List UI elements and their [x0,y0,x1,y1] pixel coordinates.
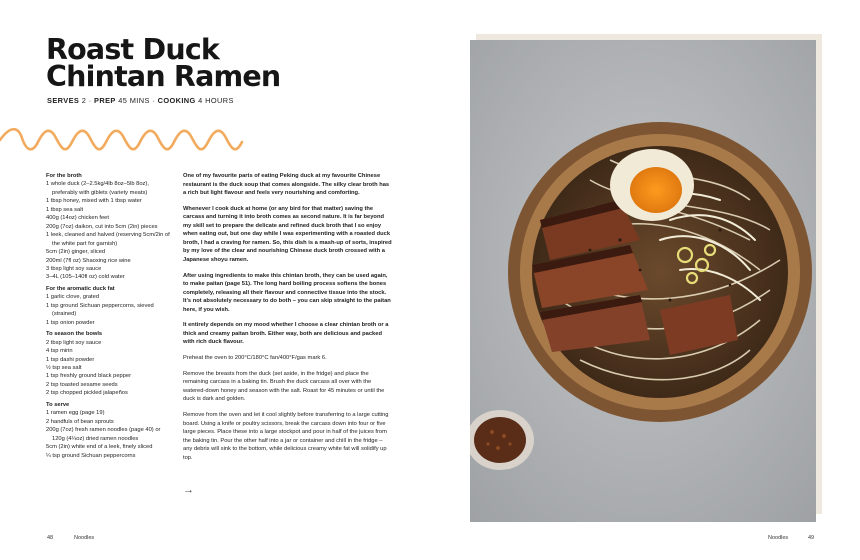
noodle-wave-decoration [0,124,250,164]
intro-paragraph: One of my favourite parts of eating Peking duck at my favourite Chinese restaurant is the duck soup that comes alongside. The silky clear broth has a rich but light flavour and feels very nourishing and comforting. [183,173,390,196]
intro-paragraph: It entirely depends on my mood whether I choose a clear chintan broth or a thick and creamy paitan broth. Either way, both are delicious and packed with rich duck flavour. [183,322,389,346]
method-step: Preheat the oven to 200°C/180°C fan/400°F/gas mark 6. [183,355,327,362]
ingredient-item: 1 garlic clove, grated [46,294,100,301]
ingredient-item: 1 tbsp honey, mixed with 1 tbsp water [46,198,142,205]
page-number-left: 48 [47,535,54,541]
ingredient-item: 5cm (2in) white end of a leek, finely sliced [46,444,153,451]
intro-paragraph: Whenever I cook duck at home (or any bird for that matter) saving the carcass and turning it into broth comes as second nature. It is far beyond my skill set to prepare the delicate and refined duck broth that I so enjoy when eating out, but one day while I was experimenting with a roasted duck broth, I had a craving for ramen. So, this dish is a mash-up of sorts, inspired by my love of the clear and nourishing Chinese duck broth crossed with a Japanese shoyu ramen. [183,205,392,263]
page-number-right: 49 [808,535,815,541]
ingredient-item: 2 handfuls of bean sprouts [46,418,114,425]
ingredient-item: 1 tsp dashi powder [46,356,95,363]
section-label-left: Noodles [74,535,95,541]
ingredient-item: 200g (7oz) fresh ramen noodles (page 40) or 120g (4¼oz) dried ramen noodles [46,427,161,442]
ingredient-item: 2 tbsp light soy sauce [46,339,102,346]
method-step: Remove from the oven and let it cool slightly before transferring to a large cutting board. Using a knife or poultry scissors, break the carcass down into four or five large pieces. Place these into a large stockpot and pour in half of the juices from the baking tin. Pour the other half into a jar or container and chill in the fridge – any debris will sink to the bottom, while delicious creamy white fat will solidify up top. [183,412,389,461]
ingredients-column [46,172,174,460]
serves-value: 2 [81,96,87,105]
ingredient-item: 1 tbsp sea salt [46,206,84,213]
ingredient-item: 5cm (2in) ginger, sliced [46,249,106,256]
method-step: Remove the breasts from the duck (set aside, in the fridge) and place the remaining carcass in a baking tin. Brush the duck carcass all over with the watered-down honey and season with the salt. Roast for 45 minutes or until the duck is dark and golden. [183,370,385,403]
ingredient-section-heading: For the broth [46,173,82,179]
ingredient-item: 3–4L (105–140fl oz) cold water [46,274,125,281]
ramen-bowl [508,122,812,422]
recipe-meta: SERVES 2 · PREP 45 MINS · COOKING 4 HOURS [47,96,234,105]
ingredient-item: 1 tsp freshly ground black pepper [46,373,132,380]
ramen-photo [470,40,816,522]
ingredient-item: 4 tsp mirin [46,348,73,355]
ingredient-item: ¼ tsp ground Sichuan peppercorns [46,452,136,459]
cooking-label: COOKING [157,96,196,105]
recipe-title-line-1: Roast Duck [46,33,220,66]
ingredient-section-heading: To serve [46,401,70,408]
prep-value: 45 MINS [118,96,150,105]
continue-arrow-icon: → [183,484,194,496]
ingredient-item: 400g (14oz) chicken feet [46,215,109,222]
ingredient-item: 1 whole duck (2–2.5kg/4lb 8oz–5lb 8oz), preferably with giblets (variety meats) [46,181,149,196]
recipe-title-line-2: Chintan Ramen [46,60,281,93]
ingredient-item: 2 tsp chopped pickled jalapeños [46,390,128,397]
section-label-right: Noodles [768,535,789,541]
ingredient-item: 1 tsp ground Sichuan peppercorns, sieved (strained) [46,302,154,318]
ingredient-item: 200ml (7fl oz) Shaoxing rice wine [46,257,131,264]
intro-paragraph: After using ingredients to make this chintan broth, they can be used again, to make paitan (page 51). The long hard boiling process softens the bones completely, releasing all their flavour and connective tissue into the stock. It’s not absolutely necessary to do both – you can skip straight to the paitan here, if you wish. [183,272,391,313]
cooking-value: 4 HOURS [198,96,234,105]
body-text-column [183,172,393,470]
ingredient-item: 2 tsp toasted sesame seeds [46,381,118,388]
ramen-egg [610,149,694,221]
ingredient-item: 1 tsp onion powder [46,319,95,326]
ingredient-item: 1 leek, cleaned and halved (reserving 5cm/2in of the white part for garnish) [46,232,170,247]
ingredient-section-heading: To season the bowls [46,331,103,338]
recipe-title [46,33,366,93]
ingredient-item: ½ tsp sea salt [46,364,82,371]
ingredient-section-heading: For the aromatic duck fat [46,285,115,292]
ingredient-item: 200g (7oz) daikon, cut into 5cm (2in) pieces [46,223,158,230]
serves-label: SERVES [47,96,80,105]
ingredient-item: 1 ramen egg (page 19) [46,410,105,417]
prep-label: PREP [94,96,116,105]
ingredient-item: 3 tbsp light soy sauce [46,265,102,272]
